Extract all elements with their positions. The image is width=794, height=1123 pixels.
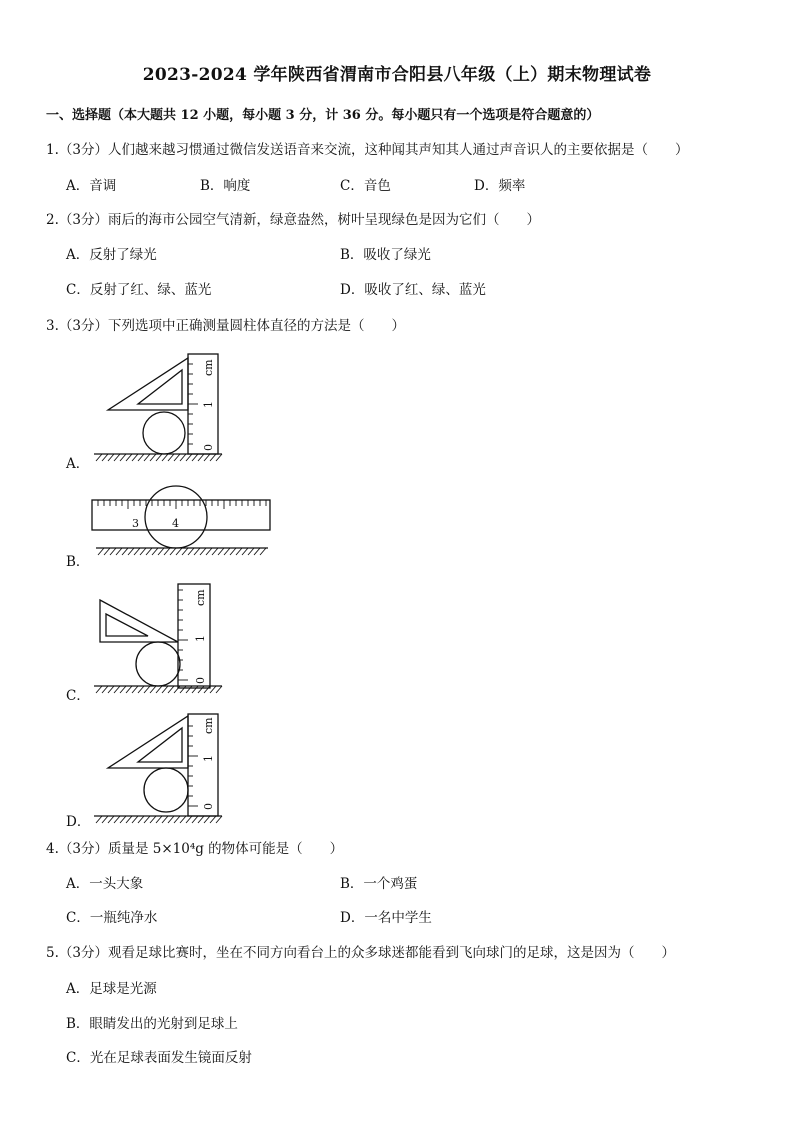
question-2-stem: 2.（3分）雨后的海市公园空气清新，绿意盎然，树叶呈现绿色是因为它们（ ） xyxy=(46,212,540,228)
q5-option-a[interactable]: A．足球是光源 xyxy=(66,981,157,997)
q3-option-a[interactable]: A． xyxy=(66,456,90,472)
ruler-tick-1: 1 xyxy=(202,755,215,762)
q3-option-c[interactable]: C． xyxy=(66,688,90,704)
ruler-tick-1: 1 xyxy=(194,635,207,642)
question-5-stem: 5.（3分）观看足球比赛时，坐在不同方向看台上的众多球迷都能看到飞向球门的足球，这是因为（ ） xyxy=(46,945,675,961)
set-square xyxy=(108,358,188,410)
figure-d-diagram xyxy=(90,710,230,828)
ground-hatch xyxy=(96,548,268,555)
q3-option-d[interactable]: D． xyxy=(66,814,91,830)
set-square xyxy=(100,600,178,642)
ground-hatch xyxy=(94,816,222,823)
q2-option-d[interactable]: D．吸收了红、绿、蓝光 xyxy=(340,282,486,298)
ground-hatch xyxy=(94,454,222,461)
q1-option-a[interactable]: A．音调 xyxy=(66,178,117,194)
q4-option-a[interactable]: A．一头大象 xyxy=(66,876,144,892)
page-title: 2023-2024 学年陕西省渭南市合阳县八年级（上）期末物理试卷 xyxy=(142,65,652,85)
horizontal-ruler xyxy=(92,500,270,530)
q5-option-b[interactable]: B．眼睛发出的光射到足球上 xyxy=(66,1016,238,1032)
ruler-tick-4: 4 xyxy=(172,517,179,530)
cylinder-cross-section xyxy=(144,768,188,812)
figure-a-diagram xyxy=(90,348,230,466)
q5-option-c[interactable]: C．光在足球表面发生镜面反射 xyxy=(66,1050,252,1066)
q1-option-b[interactable]: B．响度 xyxy=(200,178,251,194)
ruler-unit: cm xyxy=(194,589,207,606)
figure-c-diagram xyxy=(90,580,230,698)
ruler-tick-0: 0 xyxy=(194,677,207,684)
figure-b-diagram xyxy=(88,484,278,566)
q1-option-d[interactable]: D．频率 xyxy=(474,178,526,194)
set-square xyxy=(108,716,188,768)
q4-option-c[interactable]: C．一瓶纯净水 xyxy=(66,910,158,926)
ground-hatch xyxy=(94,686,222,693)
section-heading: 一、选择题（本大题共 12 小题，每小题 3 分，计 36 分。每小题只有一个选项是符合题意的） xyxy=(46,108,600,123)
q1-option-c[interactable]: C．音色 xyxy=(340,178,391,194)
question-4-stem: 4.（3分）质量是 5×10⁴g 的物体可能是（ ） xyxy=(46,841,344,857)
question-3-stem: 3.（3分）下列选项中正确测量圆柱体直径的方法是（ ） xyxy=(46,318,405,334)
q4-option-b[interactable]: B．一个鸡蛋 xyxy=(340,876,418,892)
ruler-unit: cm xyxy=(202,359,215,376)
ruler-tick-1: 1 xyxy=(202,401,215,408)
q2-option-c[interactable]: C．反射了红、绿、蓝光 xyxy=(66,282,212,298)
q4-option-d[interactable]: D．一名中学生 xyxy=(340,910,432,926)
cylinder-cross-section xyxy=(136,642,180,686)
ruler-tick-0: 0 xyxy=(202,444,215,451)
q2-option-a[interactable]: A．反射了绿光 xyxy=(66,247,157,263)
cylinder-cross-section xyxy=(143,412,185,454)
ruler-unit: cm xyxy=(202,717,215,734)
q3-option-b[interactable]: B． xyxy=(66,554,90,570)
q2-option-b[interactable]: B．吸收了绿光 xyxy=(340,247,431,263)
ruler-tick-0: 0 xyxy=(202,803,215,810)
ruler-tick-3: 3 xyxy=(132,517,139,530)
question-1-stem: 1.（3分）人们越来越习惯通过微信发送语音来交流，这种闻其声知其人通过声音识人的主要依据是（ ） xyxy=(46,142,689,158)
